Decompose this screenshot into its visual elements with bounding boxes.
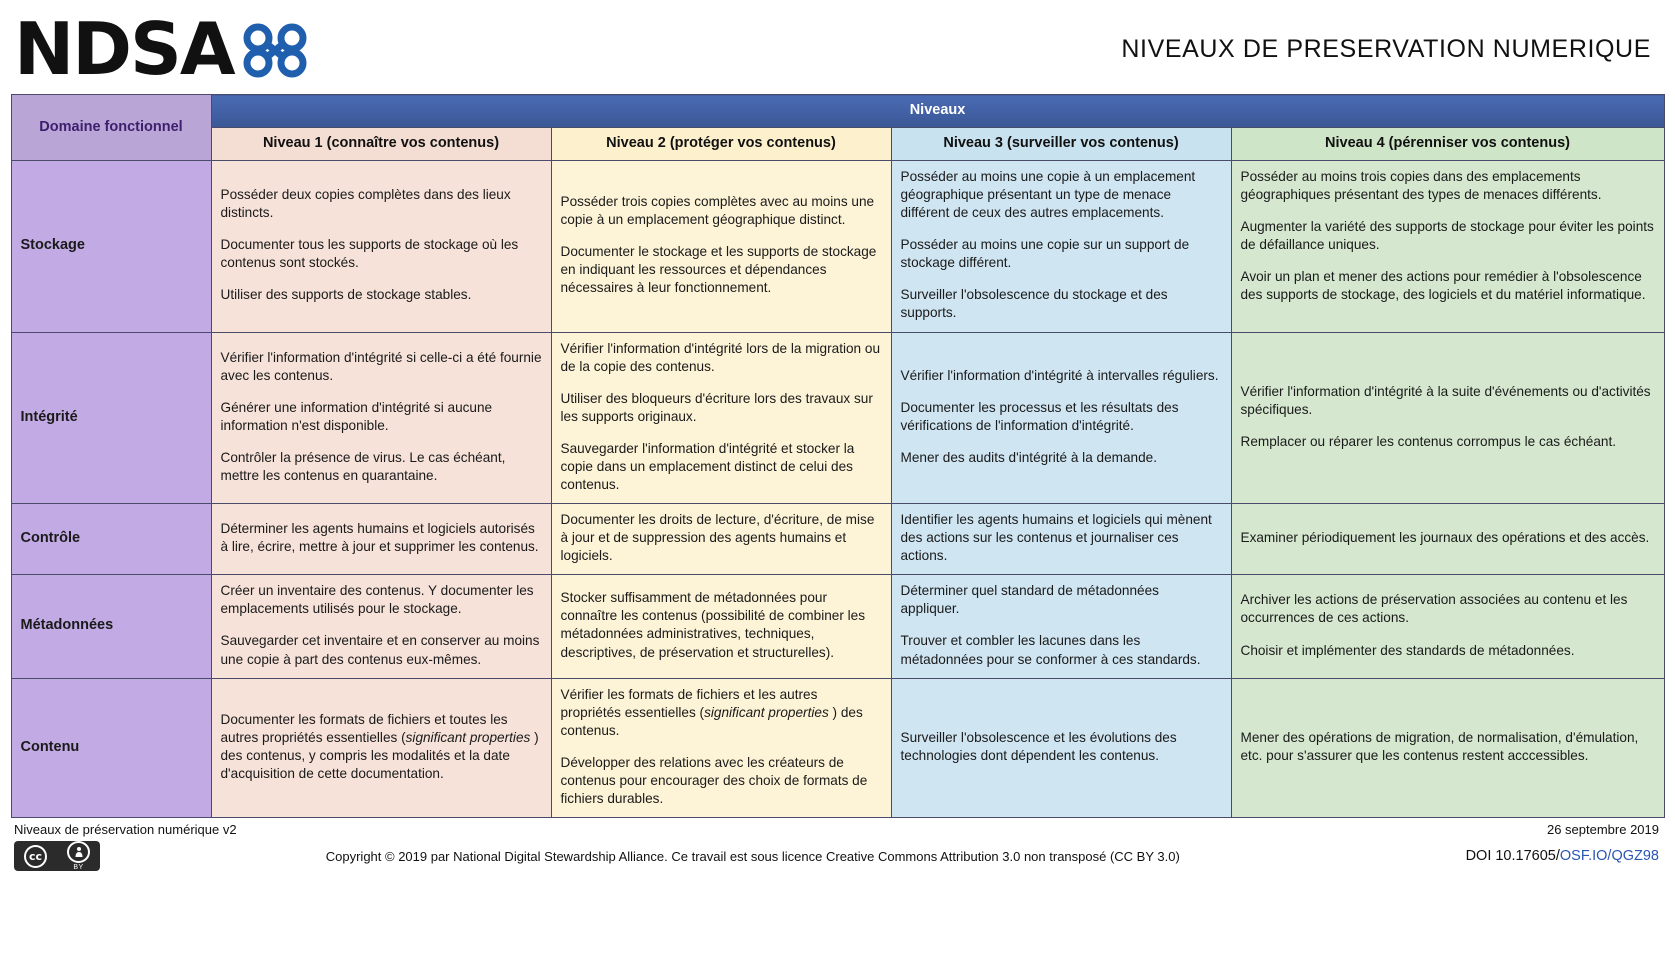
ndsa-knot-icon <box>236 22 314 83</box>
doi-link[interactable]: OSF.IO/QGZ98 <box>1559 848 1659 865</box>
doi-label: DOI 10.17605/ <box>1465 848 1560 865</box>
domain-label: Contrôle <box>11 504 211 575</box>
cell-controle-level-1 <box>211 504 551 575</box>
cell-metadonnees-level-2 <box>551 575 891 678</box>
levels-header: Niveaux <box>211 95 1664 128</box>
cell-text: Vérifier l'information d'intégrité lors de la migration ou de la copie des contenus. Utiliser des bloqueurs d'écriture lors des travaux sur les supports originaux. Sauvegarder l'information d'intégrité et stocker la copie dans un emplacement distinct de celui des contenus. <box>560 340 881 493</box>
cell-stockage-level-3 <box>891 161 1231 333</box>
cell-integrite-level-2 <box>551 332 891 504</box>
footer-bottom <box>10 837 1665 871</box>
table-body <box>11 161 1664 818</box>
cell-metadonnees-level-1 <box>211 575 551 678</box>
cell-stockage-level-4 <box>1231 161 1664 333</box>
cell-text: Stocker suffisamment de métadonnées pour connaître les contenus (possibilité de combiner les métadonnées administratives, techniques, descriptives, de préservation et structurelles). <box>560 590 866 660</box>
cell-stockage-level-1 <box>211 161 551 333</box>
version-label: Niveaux de préservation numérique v2 <box>14 822 237 838</box>
cell-contenu-level-2 <box>551 678 891 817</box>
cell-text: Documenter les droits de lecture, d'écriture, de mise à jour et de suppression des agents humains et logiciels. <box>560 512 875 564</box>
cell-controle-level-2 <box>551 504 891 575</box>
by-label: BY <box>73 864 84 872</box>
level-1-header: Niveau 1 (connaître vos contenus) <box>211 128 551 161</box>
cell-integrite-level-4 <box>1231 332 1664 504</box>
table-row <box>11 504 1664 575</box>
cell-text: Vérifier l'information d'intégrité à intervalles réguliers. Documenter les processus et les résultats des vérifications de l'information d'intégrité. Mener des audits d'intégrité à la demande. <box>900 367 1219 465</box>
cell-stockage-level-2 <box>551 161 891 333</box>
table-row <box>11 678 1664 817</box>
cell-text: Créer un inventaire des contenus. Y documenter les emplacements utilisés pour le stockage. Sauvegarder cet inventaire et en conserver au moins une copie à part des contenus eux-mêmes. <box>220 583 540 667</box>
preservation-levels-table <box>11 94 1665 818</box>
cell-controle-level-4 <box>1231 504 1664 575</box>
domain-label: Intégrité <box>11 332 211 504</box>
table-row <box>11 332 1664 504</box>
cell-text: Vérifier l'information d'intégrité à la suite d'événements ou d'activités spécifiques. Remplacer ou réparer les contenus corrompus le cas échéant. <box>1240 383 1651 449</box>
table-row <box>11 161 1664 333</box>
cell-text: Examiner périodiquement les journaux des opérations et des accès. <box>1240 530 1650 546</box>
doi-text <box>1466 848 1659 864</box>
cell-metadonnees-level-3 <box>891 575 1231 678</box>
cell-contenu-level-4 <box>1231 678 1664 817</box>
domain-header: Domaine fonctionnel <box>11 95 211 161</box>
level-2-header: Niveau 2 (protéger vos contenus) <box>551 128 891 161</box>
cell-text: Mener des opérations de migration, de normalisation, d'émulation, etc. pour s'assurer que les contenus restent acccessibles. <box>1240 729 1639 763</box>
domain-label: Métadonnées <box>11 575 211 678</box>
cell-text: Posséder trois copies complètes avec au moins une copie à un emplacement géographique distinct. Documenter le stockage et les supports de stockage en indiquant les ressources et dépendances nécessaires à leur fonctionnement. <box>560 194 877 296</box>
level-3-header: Niveau 3 (surveiller vos contenus) <box>891 128 1231 161</box>
cell-integrite-level-1 <box>211 332 551 504</box>
cell-text: Archiver les actions de préservation associées au contenu et les occurrences de ces actions. Choisir et implémenter des standards de métadonnées. <box>1240 592 1628 658</box>
footer-meta <box>10 818 1665 837</box>
logo-text: NDSA <box>14 7 234 91</box>
cell-text: Posséder au moins une copie à un emplacement géographique présentant un type de menace différent de ceux des autres emplacements. Posséder au moins une copie sur un support de stockage différent. Surveiller l'obsolescence du stockage et des supports. <box>900 169 1196 321</box>
table-header-row-top <box>11 95 1664 128</box>
cell-contenu-level-3 <box>891 678 1231 817</box>
cell-text: Posséder au moins trois copies dans des emplacements géographiques présentant des types de menaces différents. Augmenter la variété des supports de stockage pour éviter les points de défaillance uniques. Avoir un plan et mener des actions pour remédier à l'obsolescence des supports de stockage, des logiciels et du matériel informatique. <box>1240 169 1654 303</box>
cell-text: Déterminer les agents humains et logiciels autorisés à lire, écrire, mettre à jour et supprimer les contenus. <box>220 521 539 555</box>
table-header-row-levels <box>11 128 1664 161</box>
cell-contenu-level-1 <box>211 678 551 817</box>
level-4-header: Niveau 4 (pérenniser vos contenus) <box>1231 128 1664 161</box>
ndsa-logo <box>14 7 314 91</box>
date-label: 26 septembre 2019 <box>1546 822 1659 838</box>
cell-text: Documenter les formats de fichiers et toutes les autres propriétés essentielles (significant properties ) des contenus, y compris les modalités et la date d'acquisition de cette documentation. <box>220 711 539 781</box>
table-row <box>11 575 1664 678</box>
cell-text: Vérifier l'information d'intégrité si celle-ci a été fournie avec les contenus. Générer une information d'intégrité si aucune information n'est disponible. Contrôler la présence de virus. Le cas échéant, mettre les contenus en quarantaine. <box>220 349 542 483</box>
cell-text: Vérifier les formats de fichiers et les autres propriétés essentielles (significant properties ) des contenus. Développer des relations avec les créateurs de contenus pour encourager des choix de formats de fichiers durables. <box>560 686 868 807</box>
cell-integrite-level-3 <box>891 332 1231 504</box>
domain-label: Stockage <box>11 161 211 333</box>
cell-metadonnees-level-4 <box>1231 575 1664 678</box>
domain-label: Contenu <box>11 678 211 817</box>
cell-text: Identifier les agents humains et logiciels qui mènent des actions sur les contenus et journaliser ces actions. <box>900 512 1212 564</box>
copyright-text: Copyright © 2019 par National Digital Stewardship Alliance. Ce travail est sous licence Creative Commons Attribution 3.0 non transposé (CC BY 3.0) <box>325 848 1180 864</box>
page-header <box>10 0 1665 94</box>
cell-text: Posséder deux copies complètes dans des lieux distincts. Documenter tous les supports de stockage où les contenus sont stockés. Utiliser des supports de stockage stables. <box>220 187 519 303</box>
cell-controle-level-3 <box>891 504 1231 575</box>
page-title: NIVEAUX DE PRESERVATION NUMERIQUE <box>1121 34 1651 63</box>
cell-text: Déterminer quel standard de métadonnées appliquer. Trouver et combler les lacunes dans les métadonnées pour se conformer à ces standards. <box>900 583 1201 667</box>
cc-glyph: cc <box>24 845 47 868</box>
cell-text: Surveiller l'obsolescence et les évolutions des technologies dont dépendent les contenus. <box>900 729 1177 763</box>
